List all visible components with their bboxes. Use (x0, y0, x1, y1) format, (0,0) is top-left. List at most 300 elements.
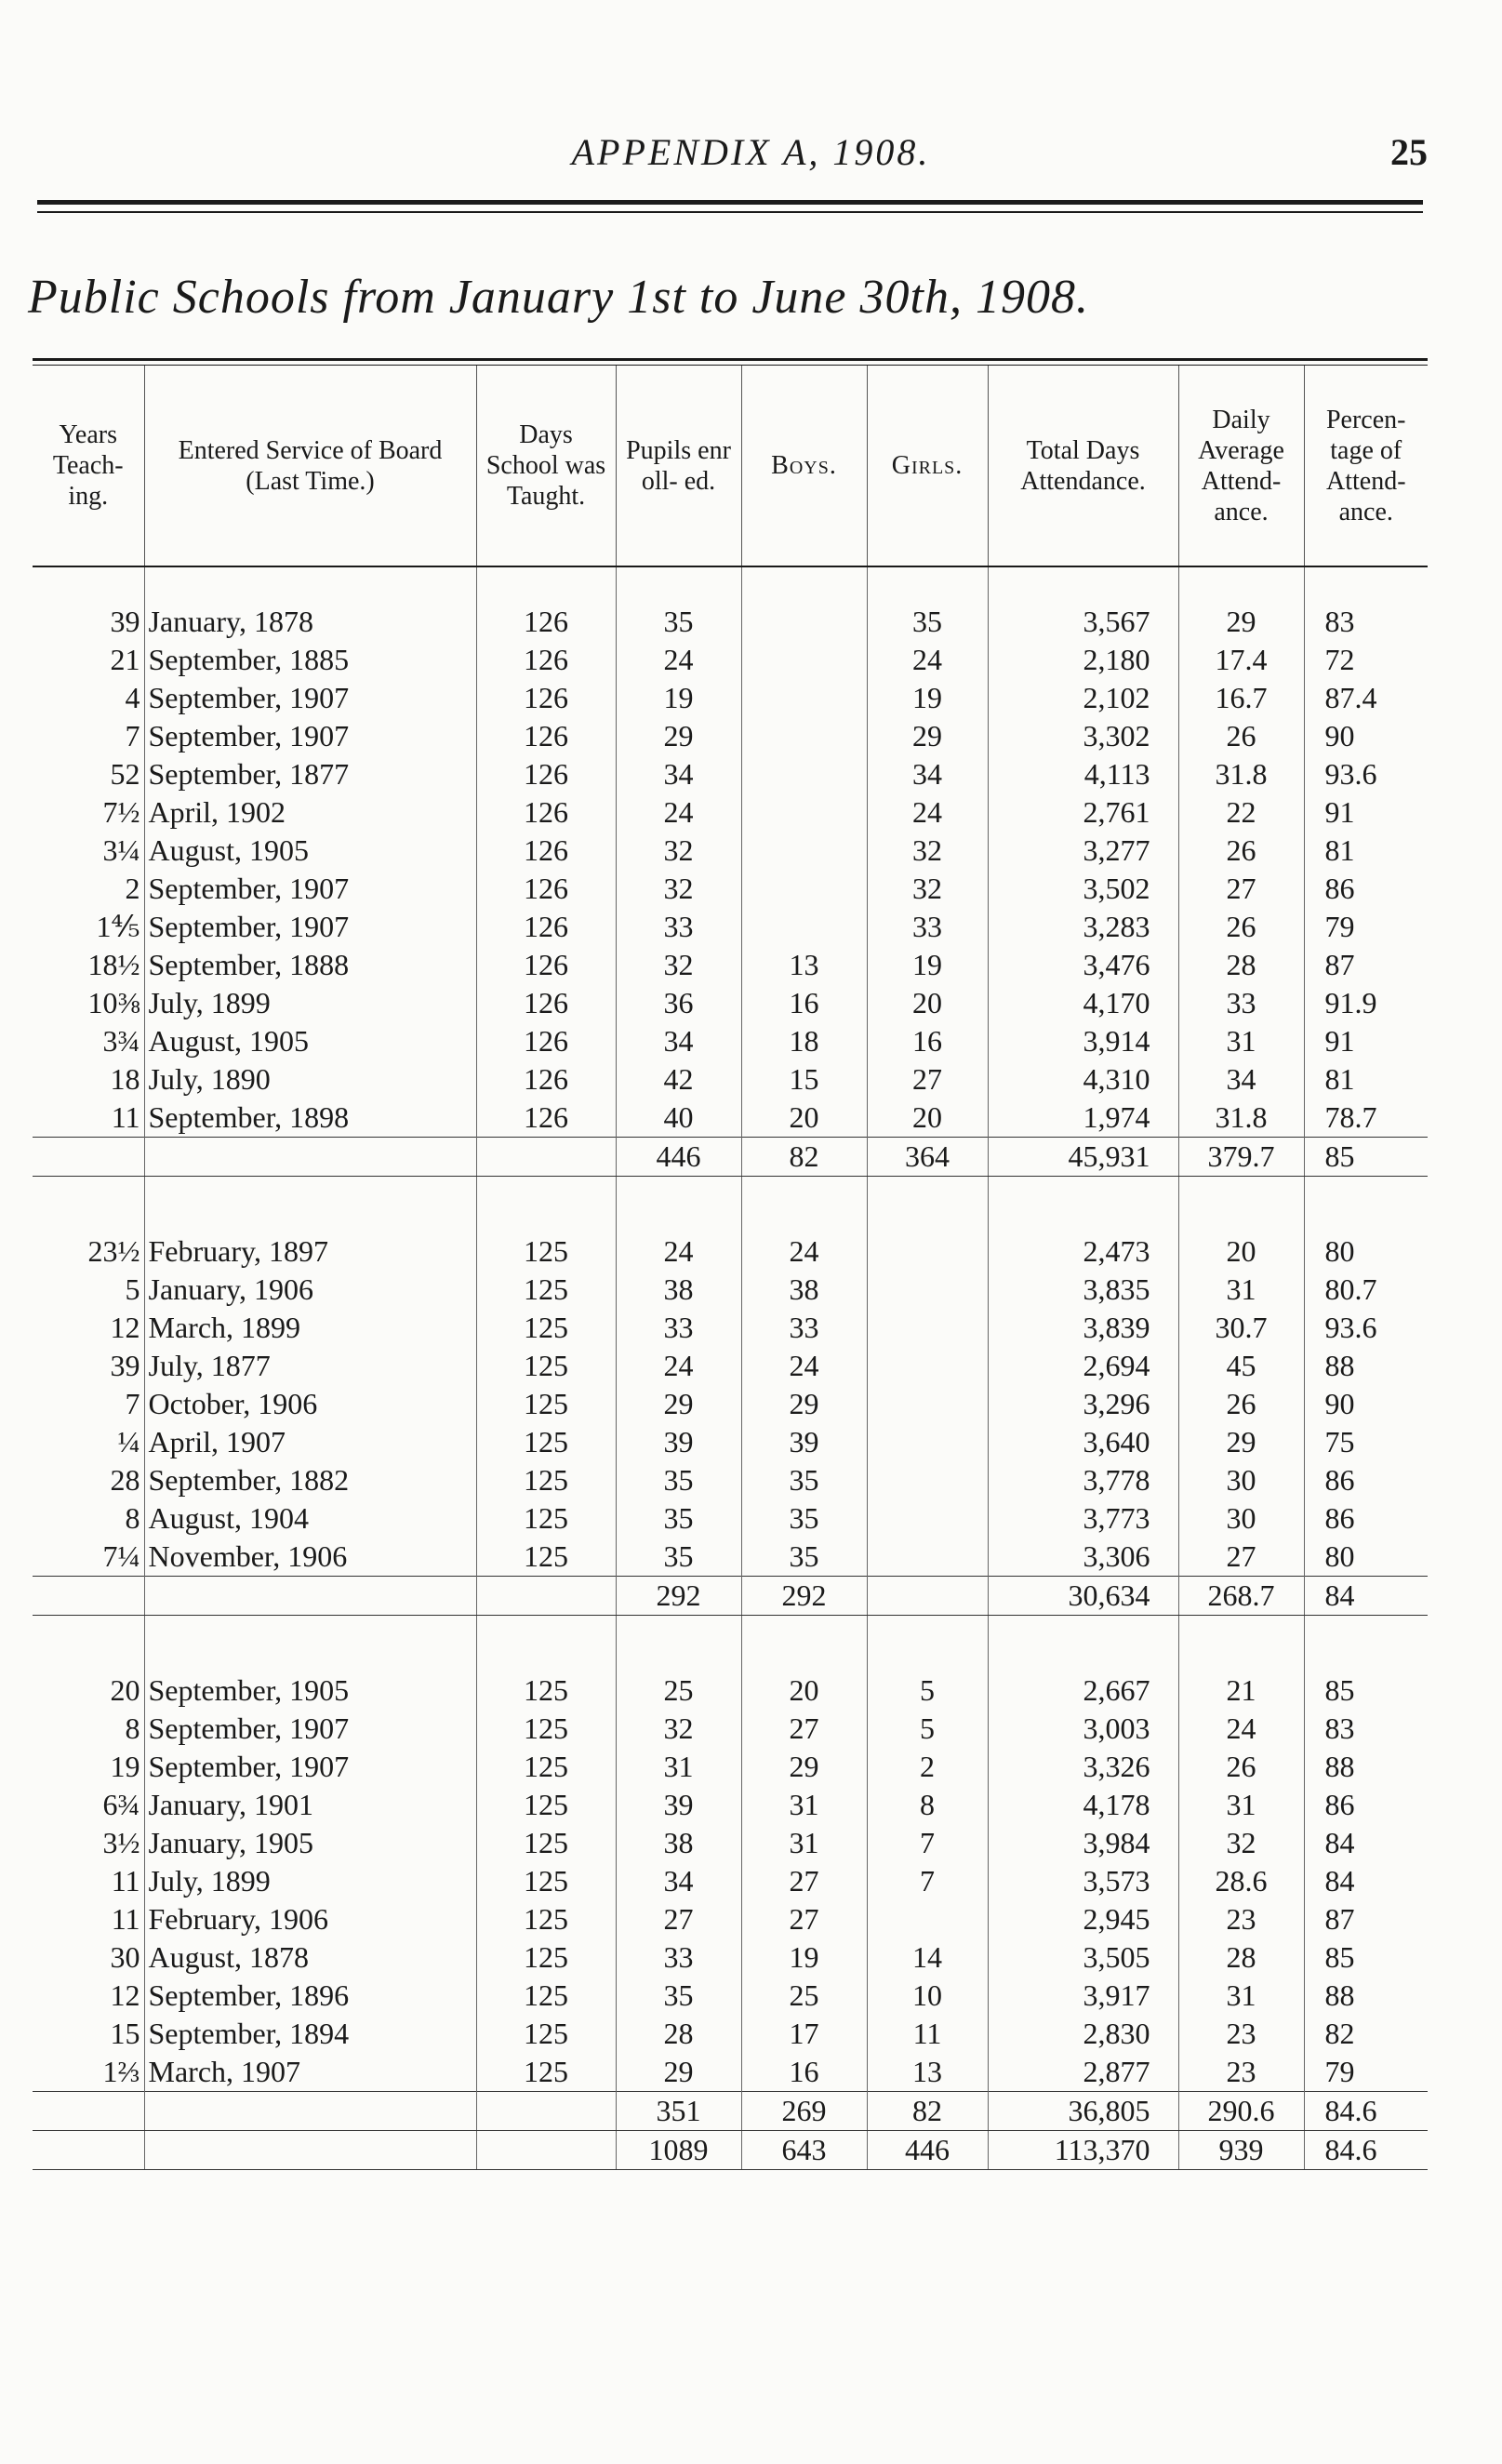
cell-girls: 20 (867, 984, 988, 1022)
cell-days-taught: 126 (476, 984, 616, 1022)
cell-years-teaching: 1⅘ (96, 910, 140, 943)
cell-total-days: 3,773 (988, 1499, 1178, 1538)
cell-years-teaching: 3¾ (102, 1024, 140, 1058)
cell-daily-average: 30 (1178, 1461, 1304, 1499)
running-title: APPENDIX A, 1908. (571, 131, 931, 173)
cell-pupils-enrolled: 35 (616, 1461, 741, 1499)
cell-years-teaching: 11 (111, 1100, 140, 1134)
cell-girls (867, 1538, 988, 1577)
cell-boys: 643 (741, 2131, 867, 2170)
cell-days-taught: 125 (476, 1710, 616, 1748)
cell-percentage: 86 (1304, 1499, 1428, 1538)
table-row (33, 641, 1428, 679)
cell-pupils-enrolled: 24 (616, 1232, 741, 1271)
col-years-teaching: Years Teach- ing. (52, 420, 124, 511)
table-row (33, 717, 1428, 755)
cell-total-days: 3,283 (988, 908, 1178, 946)
cell-entered-service: September, 1877 (144, 755, 476, 793)
cell-total-days: 2,830 (988, 2015, 1178, 2053)
cell-days-taught: 126 (476, 755, 616, 793)
cell-years-teaching: 7 (125, 719, 140, 753)
cell-boys: 35 (741, 1538, 867, 1577)
cell-total-days: 4,178 (988, 1786, 1178, 1824)
cell-total-days: 3,326 (988, 1748, 1178, 1786)
table-row (33, 603, 1428, 641)
cell-pupils-enrolled: 39 (616, 1786, 741, 1824)
cell-daily-average: 23 (1178, 1900, 1304, 1938)
page-title: Public Schools from January 1st to June 30th, 1908. (28, 271, 1089, 324)
cell-daily-average: 26 (1178, 1385, 1304, 1423)
cell-girls: 5 (867, 1710, 988, 1748)
cell-girls (867, 1232, 988, 1271)
cell-daily-average: 24 (1178, 1710, 1304, 1748)
cell-daily-average: 939 (1178, 2131, 1304, 2170)
cell-girls: 24 (867, 793, 988, 832)
cell-entered-service: July, 1899 (144, 1862, 476, 1900)
cell-entered-service: September, 1888 (144, 946, 476, 984)
cell-days-taught: 125 (476, 1271, 616, 1309)
cell-pupils-enrolled: 35 (616, 1499, 741, 1538)
cell-entered-service: September, 1907 (144, 717, 476, 755)
cell-girls: 13 (867, 2053, 988, 2092)
cell-total-days: 3,567 (988, 603, 1178, 641)
cell-girls: 34 (867, 755, 988, 793)
table-body (33, 566, 1428, 2170)
cell-pupils-enrolled: 28 (616, 2015, 741, 2053)
cell-daily-average: 29 (1178, 603, 1304, 641)
cell-daily-average: 26 (1178, 908, 1304, 946)
cell-days-taught: 125 (476, 2053, 616, 2092)
table-row (33, 1423, 1428, 1461)
cell-pupils-enrolled: 34 (616, 755, 741, 793)
col-pupils-enrolled: Pupils enr oll- ed. (616, 366, 741, 566)
cell-girls: 33 (867, 908, 988, 946)
cell-years-teaching: 7½ (102, 795, 140, 829)
cell-entered-service: January, 1905 (144, 1824, 476, 1862)
cell-boys: 27 (741, 1900, 867, 1938)
table-row (33, 1271, 1428, 1309)
cell-daily-average: 379.7 (1178, 1138, 1304, 1177)
cell-years-teaching (33, 1577, 144, 1616)
cell-girls (867, 1309, 988, 1347)
cell-entered-service: July, 1899 (144, 984, 476, 1022)
cell-pupils-enrolled: 24 (616, 641, 741, 679)
cell-days-taught: 126 (476, 1060, 616, 1099)
cell-boys: 20 (741, 1672, 867, 1710)
cell-girls: 5 (867, 1672, 988, 1710)
cell-daily-average: 21 (1178, 1672, 1304, 1710)
table-row (33, 1385, 1428, 1423)
cell-daily-average: 26 (1178, 832, 1304, 870)
cell-girls: 8 (867, 1786, 988, 1824)
cell-total-days: 3,914 (988, 1022, 1178, 1060)
cell-girls: 32 (867, 870, 988, 908)
cell-daily-average: 29 (1178, 1423, 1304, 1461)
table-row (33, 1099, 1428, 1138)
cell-girls: 19 (867, 679, 988, 717)
cell-entered-service: August, 1905 (144, 1022, 476, 1060)
cell-boys: 31 (741, 1824, 867, 1862)
cell-percentage: 93.6 (1304, 755, 1428, 793)
cell-total-days: 4,170 (988, 984, 1178, 1022)
cell-days-taught (476, 1138, 616, 1177)
cell-boys (741, 717, 867, 755)
cell-percentage: 91 (1304, 1022, 1428, 1060)
cell-percentage: 90 (1304, 1385, 1428, 1423)
cell-total-days: 2,945 (988, 1900, 1178, 1938)
cell-entered-service: August, 1904 (144, 1499, 476, 1538)
cell-days-taught: 125 (476, 1786, 616, 1824)
cell-entered-service: September, 1885 (144, 641, 476, 679)
table-row (33, 679, 1428, 717)
cell-girls: 2 (867, 1748, 988, 1786)
cell-entered-service: September, 1896 (144, 1977, 476, 2015)
cell-total-days: 3,003 (988, 1710, 1178, 1748)
cell-boys: 38 (741, 1271, 867, 1309)
cell-pupils-enrolled: 33 (616, 908, 741, 946)
cell-years-teaching: 21 (110, 643, 140, 676)
cell-girls: 10 (867, 1977, 988, 2015)
table-row (33, 984, 1428, 1022)
cell-girls: 19 (867, 946, 988, 984)
cell-years-teaching: 8 (125, 1501, 140, 1535)
cell-days-taught: 126 (476, 641, 616, 679)
col-boys: Boys. (741, 366, 867, 566)
cell-total-days: 3,839 (988, 1309, 1178, 1347)
cell-entered-service: January, 1878 (144, 603, 476, 641)
cell-total-days: 3,984 (988, 1824, 1178, 1862)
cell-daily-average: 20 (1178, 1232, 1304, 1271)
cell-pupils-enrolled: 32 (616, 1710, 741, 1748)
cell-boys: 292 (741, 1577, 867, 1616)
cell-years-teaching: 7 (125, 1387, 140, 1420)
cell-years-teaching: 1⅔ (102, 2055, 140, 2088)
cell-entered-service: September, 1882 (144, 1461, 476, 1499)
cell-years-teaching: 18½ (87, 948, 140, 981)
cell-years-teaching: 12 (110, 1311, 140, 1344)
cell-days-taught: 125 (476, 1900, 616, 1938)
cell-daily-average: 34 (1178, 1060, 1304, 1099)
cell-girls (867, 1461, 988, 1499)
cell-entered-service: September, 1907 (144, 870, 476, 908)
cell-pupils-enrolled: 446 (616, 1138, 741, 1177)
table-row (33, 832, 1428, 870)
cell-years-teaching: 10⅜ (87, 986, 140, 1019)
cell-boys: 24 (741, 1232, 867, 1271)
cell-pupils-enrolled: 42 (616, 1060, 741, 1099)
table-row (33, 2053, 1428, 2092)
cell-total-days: 4,310 (988, 1060, 1178, 1099)
cell-boys: 27 (741, 1862, 867, 1900)
cell-boys (741, 793, 867, 832)
cell-boys: 19 (741, 1938, 867, 1977)
page-number: 25 (1390, 131, 1428, 173)
cell-entered-service: September, 1905 (144, 1672, 476, 1710)
cell-years-teaching: 3½ (102, 1826, 140, 1859)
cell-girls (867, 1499, 988, 1538)
cell-percentage: 87 (1304, 1900, 1428, 1938)
cell-years-teaching: 5 (125, 1272, 140, 1306)
cell-girls: 7 (867, 1862, 988, 1900)
cell-percentage: 75 (1304, 1423, 1428, 1461)
cell-daily-average: 26 (1178, 717, 1304, 755)
cell-percentage: 84 (1304, 1577, 1428, 1616)
cell-total-days: 36,805 (988, 2092, 1178, 2131)
cell-pupils-enrolled: 29 (616, 1385, 741, 1423)
cell-years-teaching: 18 (110, 1062, 140, 1096)
cell-boys: 35 (741, 1461, 867, 1499)
table-row (33, 870, 1428, 908)
cell-daily-average: 27 (1178, 870, 1304, 908)
subtotal-row (33, 1138, 1428, 1177)
cell-girls: 32 (867, 832, 988, 870)
cell-boys: 20 (741, 1099, 867, 1138)
cell-days-taught: 126 (476, 946, 616, 984)
table-row (33, 1347, 1428, 1385)
cell-daily-average: 28 (1178, 946, 1304, 984)
table-row (33, 1938, 1428, 1977)
cell-years-teaching: 6¾ (102, 1788, 140, 1821)
cell-girls: 14 (867, 1938, 988, 1977)
cell-pupils-enrolled: 33 (616, 1309, 741, 1347)
cell-entered-service (144, 2131, 476, 2170)
cell-girls (867, 1347, 988, 1385)
col-total-days-attendance: Total Days Attendance. (988, 366, 1178, 566)
cell-total-days: 2,473 (988, 1232, 1178, 1271)
cell-daily-average: 27 (1178, 1538, 1304, 1577)
cell-entered-service: February, 1897 (144, 1232, 476, 1271)
cell-total-days: 3,277 (988, 832, 1178, 870)
cell-percentage: 72 (1304, 641, 1428, 679)
cell-girls: 35 (867, 603, 988, 641)
cell-percentage: 88 (1304, 1977, 1428, 2015)
cell-years-teaching: 19 (110, 1750, 140, 1783)
cell-total-days: 30,634 (988, 1577, 1178, 1616)
cell-entered-service: November, 1906 (144, 1538, 476, 1577)
cell-pupils-enrolled: 40 (616, 1099, 741, 1138)
cell-boys: 31 (741, 1786, 867, 1824)
cell-pupils-enrolled: 351 (616, 2092, 741, 2131)
cell-daily-average: 32 (1178, 1824, 1304, 1862)
cell-daily-average: 33 (1178, 984, 1304, 1022)
cell-daily-average: 16.7 (1178, 679, 1304, 717)
cell-percentage: 87 (1304, 946, 1428, 984)
cell-days-taught: 125 (476, 1748, 616, 1786)
header-rule-thin (37, 211, 1423, 213)
cell-total-days: 3,502 (988, 870, 1178, 908)
cell-days-taught: 126 (476, 793, 616, 832)
cell-daily-average: 31 (1178, 1022, 1304, 1060)
cell-entered-service: September, 1907 (144, 1710, 476, 1748)
cell-percentage: 87.4 (1304, 679, 1428, 717)
cell-total-days: 2,877 (988, 2053, 1178, 2092)
cell-daily-average: 290.6 (1178, 2092, 1304, 2131)
cell-entered-service: September, 1898 (144, 1099, 476, 1138)
cell-girls (867, 1385, 988, 1423)
cell-years-teaching: 2 (125, 872, 140, 905)
cell-percentage: 83 (1304, 603, 1428, 641)
cell-days-taught: 126 (476, 1099, 616, 1138)
cell-boys: 25 (741, 1977, 867, 2015)
cell-pupils-enrolled: 24 (616, 793, 741, 832)
cell-days-taught: 125 (476, 1977, 616, 2015)
cell-days-taught: 125 (476, 1385, 616, 1423)
cell-daily-average: 22 (1178, 793, 1304, 832)
col-days-taught: Days School was Taught. (476, 366, 616, 566)
cell-percentage: 80 (1304, 1232, 1428, 1271)
cell-boys (741, 908, 867, 946)
cell-total-days: 3,835 (988, 1271, 1178, 1309)
cell-years-teaching: 4 (125, 681, 140, 714)
cell-percentage: 79 (1304, 2053, 1428, 2092)
cell-total-days: 3,476 (988, 946, 1178, 984)
cell-years-teaching: 8 (125, 1711, 140, 1745)
cell-years-teaching (33, 2131, 144, 2170)
cell-percentage: 91.9 (1304, 984, 1428, 1022)
cell-boys: 18 (741, 1022, 867, 1060)
table-row (33, 1499, 1428, 1538)
cell-pupils-enrolled: 39 (616, 1423, 741, 1461)
cell-days-taught: 125 (476, 1461, 616, 1499)
cell-daily-average: 30.7 (1178, 1309, 1304, 1347)
cell-percentage: 84 (1304, 1824, 1428, 1862)
cell-total-days: 3,306 (988, 1538, 1178, 1577)
cell-pupils-enrolled: 35 (616, 603, 741, 641)
table-header-row (33, 366, 1428, 566)
cell-entered-service: September, 1894 (144, 2015, 476, 2053)
cell-days-taught: 125 (476, 1824, 616, 1862)
table-row (33, 2015, 1428, 2053)
group-spacer (33, 1177, 1428, 1233)
cell-girls (867, 1271, 988, 1309)
cell-years-teaching: 15 (110, 2017, 140, 2050)
cell-daily-average: 26 (1178, 1748, 1304, 1786)
cell-percentage: 80 (1304, 1538, 1428, 1577)
cell-years-teaching: 52 (110, 757, 140, 791)
table-row (33, 1309, 1428, 1347)
cell-percentage: 81 (1304, 832, 1428, 870)
cell-entered-service: July, 1890 (144, 1060, 476, 1099)
cell-days-taught: 126 (476, 908, 616, 946)
cell-years-teaching: 39 (110, 605, 140, 638)
table-row (33, 1862, 1428, 1900)
cell-pupils-enrolled: 29 (616, 2053, 741, 2092)
table-row (33, 1710, 1428, 1748)
cell-days-taught: 125 (476, 1423, 616, 1461)
cell-days-taught: 126 (476, 870, 616, 908)
cell-entered-service: September, 1907 (144, 1748, 476, 1786)
cell-pupils-enrolled: 35 (616, 1977, 741, 2015)
table-row (33, 946, 1428, 984)
cell-boys: 29 (741, 1748, 867, 1786)
cell-girls: 16 (867, 1022, 988, 1060)
cell-total-days: 4,113 (988, 755, 1178, 793)
cell-pupils-enrolled: 24 (616, 1347, 741, 1385)
cell-boys (741, 603, 867, 641)
cell-total-days: 1,974 (988, 1099, 1178, 1138)
table-row (33, 1538, 1428, 1577)
cell-years-teaching: 3¼ (102, 833, 140, 867)
cell-girls: 11 (867, 2015, 988, 2053)
cell-total-days: 2,694 (988, 1347, 1178, 1385)
cell-girls: 7 (867, 1824, 988, 1862)
cell-days-taught: 125 (476, 1232, 616, 1271)
cell-percentage: 90 (1304, 717, 1428, 755)
cell-entered-service: August, 1878 (144, 1938, 476, 1977)
table-row (33, 1748, 1428, 1786)
cell-days-taught (476, 1577, 616, 1616)
cell-total-days: 45,931 (988, 1138, 1178, 1177)
cell-percentage: 85 (1304, 1938, 1428, 1977)
cell-girls (867, 1577, 988, 1616)
cell-days-taught (476, 2092, 616, 2131)
cell-daily-average: 31.8 (1178, 1099, 1304, 1138)
cell-total-days: 3,778 (988, 1461, 1178, 1499)
cell-boys: 16 (741, 984, 867, 1022)
cell-boys: 33 (741, 1309, 867, 1347)
cell-percentage: 91 (1304, 793, 1428, 832)
cell-boys: 24 (741, 1347, 867, 1385)
cell-pupils-enrolled: 38 (616, 1824, 741, 1862)
cell-percentage: 86 (1304, 1461, 1428, 1499)
cell-daily-average: 31 (1178, 1977, 1304, 2015)
table-row (33, 908, 1428, 946)
cell-total-days: 3,505 (988, 1938, 1178, 1977)
cell-pupils-enrolled: 32 (616, 832, 741, 870)
cell-daily-average: 23 (1178, 2053, 1304, 2092)
cell-pupils-enrolled: 292 (616, 1577, 741, 1616)
cell-days-taught: 125 (476, 2015, 616, 2053)
cell-percentage: 82 (1304, 2015, 1428, 2053)
cell-boys: 13 (741, 946, 867, 984)
subtotal-row (33, 2092, 1428, 2131)
col-daily-average: Daily Average Attend- ance. (1178, 366, 1304, 566)
table-row (33, 1977, 1428, 2015)
cell-pupils-enrolled: 1089 (616, 2131, 741, 2170)
attendance-table (33, 358, 1428, 2170)
cell-percentage: 84.6 (1304, 2131, 1428, 2170)
cell-girls (867, 1900, 988, 1938)
cell-boys (741, 755, 867, 793)
cell-total-days: 3,302 (988, 717, 1178, 755)
cell-daily-average: 17.4 (1178, 641, 1304, 679)
table-row (33, 1232, 1428, 1271)
cell-years-teaching: 11 (111, 1902, 140, 1936)
header-rule-thick (37, 200, 1423, 205)
cell-entered-service: October, 1906 (144, 1385, 476, 1423)
cell-girls: 29 (867, 717, 988, 755)
cell-years-teaching (33, 1138, 144, 1177)
cell-pupils-enrolled: 25 (616, 1672, 741, 1710)
cell-percentage: 79 (1304, 908, 1428, 946)
cell-years-teaching: ¼ (117, 1425, 140, 1458)
cell-entered-service (144, 1577, 476, 1616)
cell-pupils-enrolled: 27 (616, 1900, 741, 1938)
cell-years-teaching: 23½ (87, 1234, 140, 1268)
col-percentage: Percen- tage of Attend- ance. (1304, 366, 1428, 566)
page-header (0, 130, 1502, 186)
cell-years-teaching (33, 2092, 144, 2131)
cell-daily-average: 45 (1178, 1347, 1304, 1385)
cell-girls (867, 1423, 988, 1461)
cell-pupils-enrolled: 36 (616, 984, 741, 1022)
cell-years-teaching: 12 (110, 1978, 140, 2012)
cell-boys: 17 (741, 2015, 867, 2053)
cell-years-teaching: 28 (110, 1463, 140, 1497)
cell-pupils-enrolled: 35 (616, 1538, 741, 1577)
cell-years-teaching: 39 (110, 1349, 140, 1382)
cell-entered-service: March, 1899 (144, 1309, 476, 1347)
